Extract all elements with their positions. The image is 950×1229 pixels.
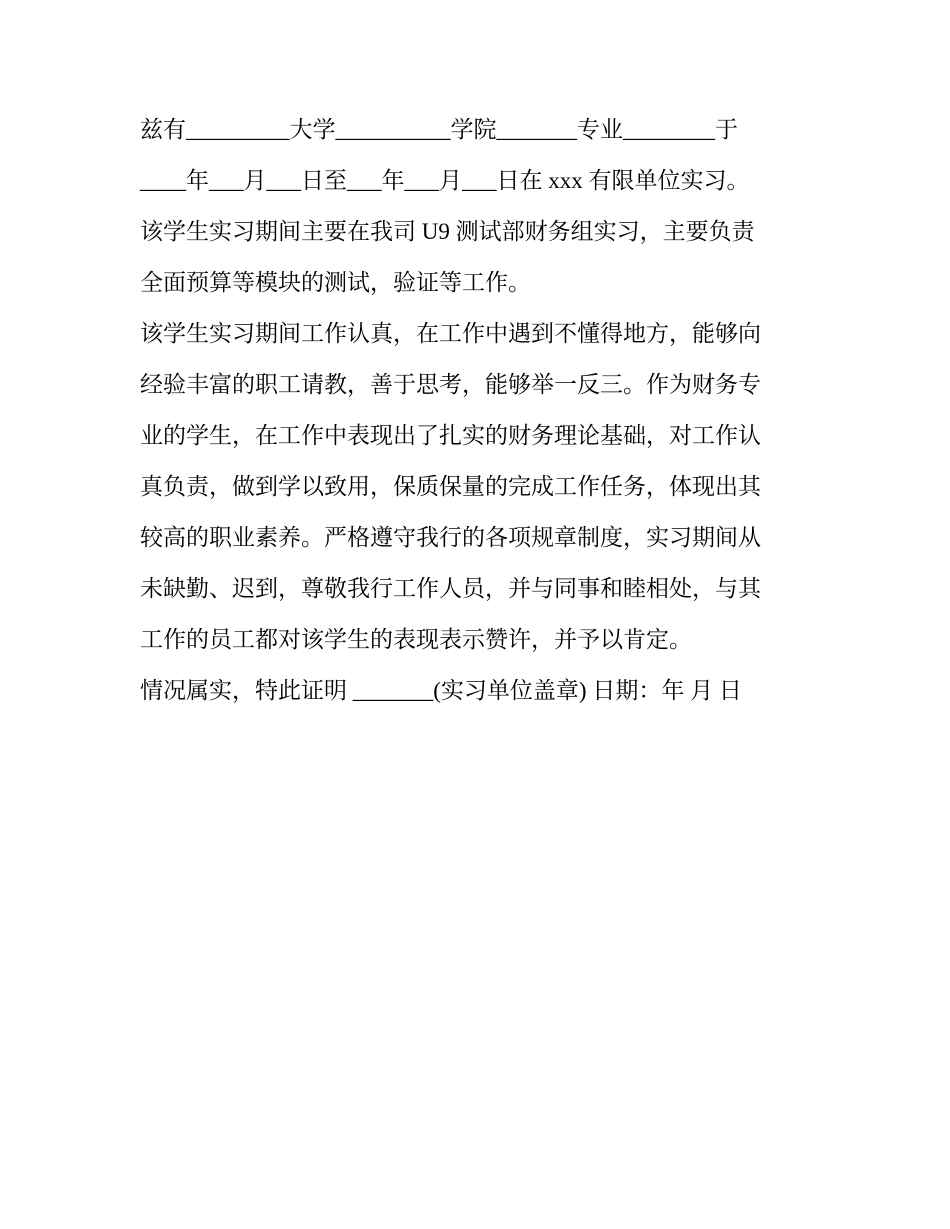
- intro-line-1: 兹有_________大学__________学院_______专业________于: [140, 117, 738, 142]
- evaluation-line-4: 真负责，做到学以致用，保质保量的完成工作任务，体现出其: [140, 474, 761, 499]
- certification-line: 情况属实，特此证明 _______(实习单位盖章) 日期：年 月 日: [140, 678, 742, 703]
- evaluation-line-7: 工作的员工都对该学生的表现表示赞许，并予以肯定。: [140, 627, 692, 652]
- evaluation-line-6: 未缺勤、迟到，尊敬我行工作人员，并与同事和睦相处，与其: [140, 576, 761, 601]
- evaluation-line-1: 该学生实习期间工作认真，在工作中遇到不懂得地方，能够向: [140, 321, 761, 346]
- document-body: [140, 104, 830, 716]
- duty-line-2: 全面预算等模块的测试，验证等工作。: [140, 270, 531, 295]
- evaluation-line-3: 业的学生，在工作中表现出了扎实的财务理论基础，对工作认: [140, 423, 761, 448]
- intro-line-2: ____年___月___日至___年___月___日在 xxx 有限单位实习。: [140, 168, 750, 193]
- evaluation-line-5: 较高的职业素养。严格遵守我行的各项规章制度，实习期间从: [140, 525, 761, 550]
- duty-line-1: 该学生实习期间主要在我司 U9 测试部财务组实习，主要负责: [140, 219, 755, 244]
- evaluation-line-2: 经验丰富的职工请教，善于思考，能够举一反三。作为财务专: [140, 372, 761, 397]
